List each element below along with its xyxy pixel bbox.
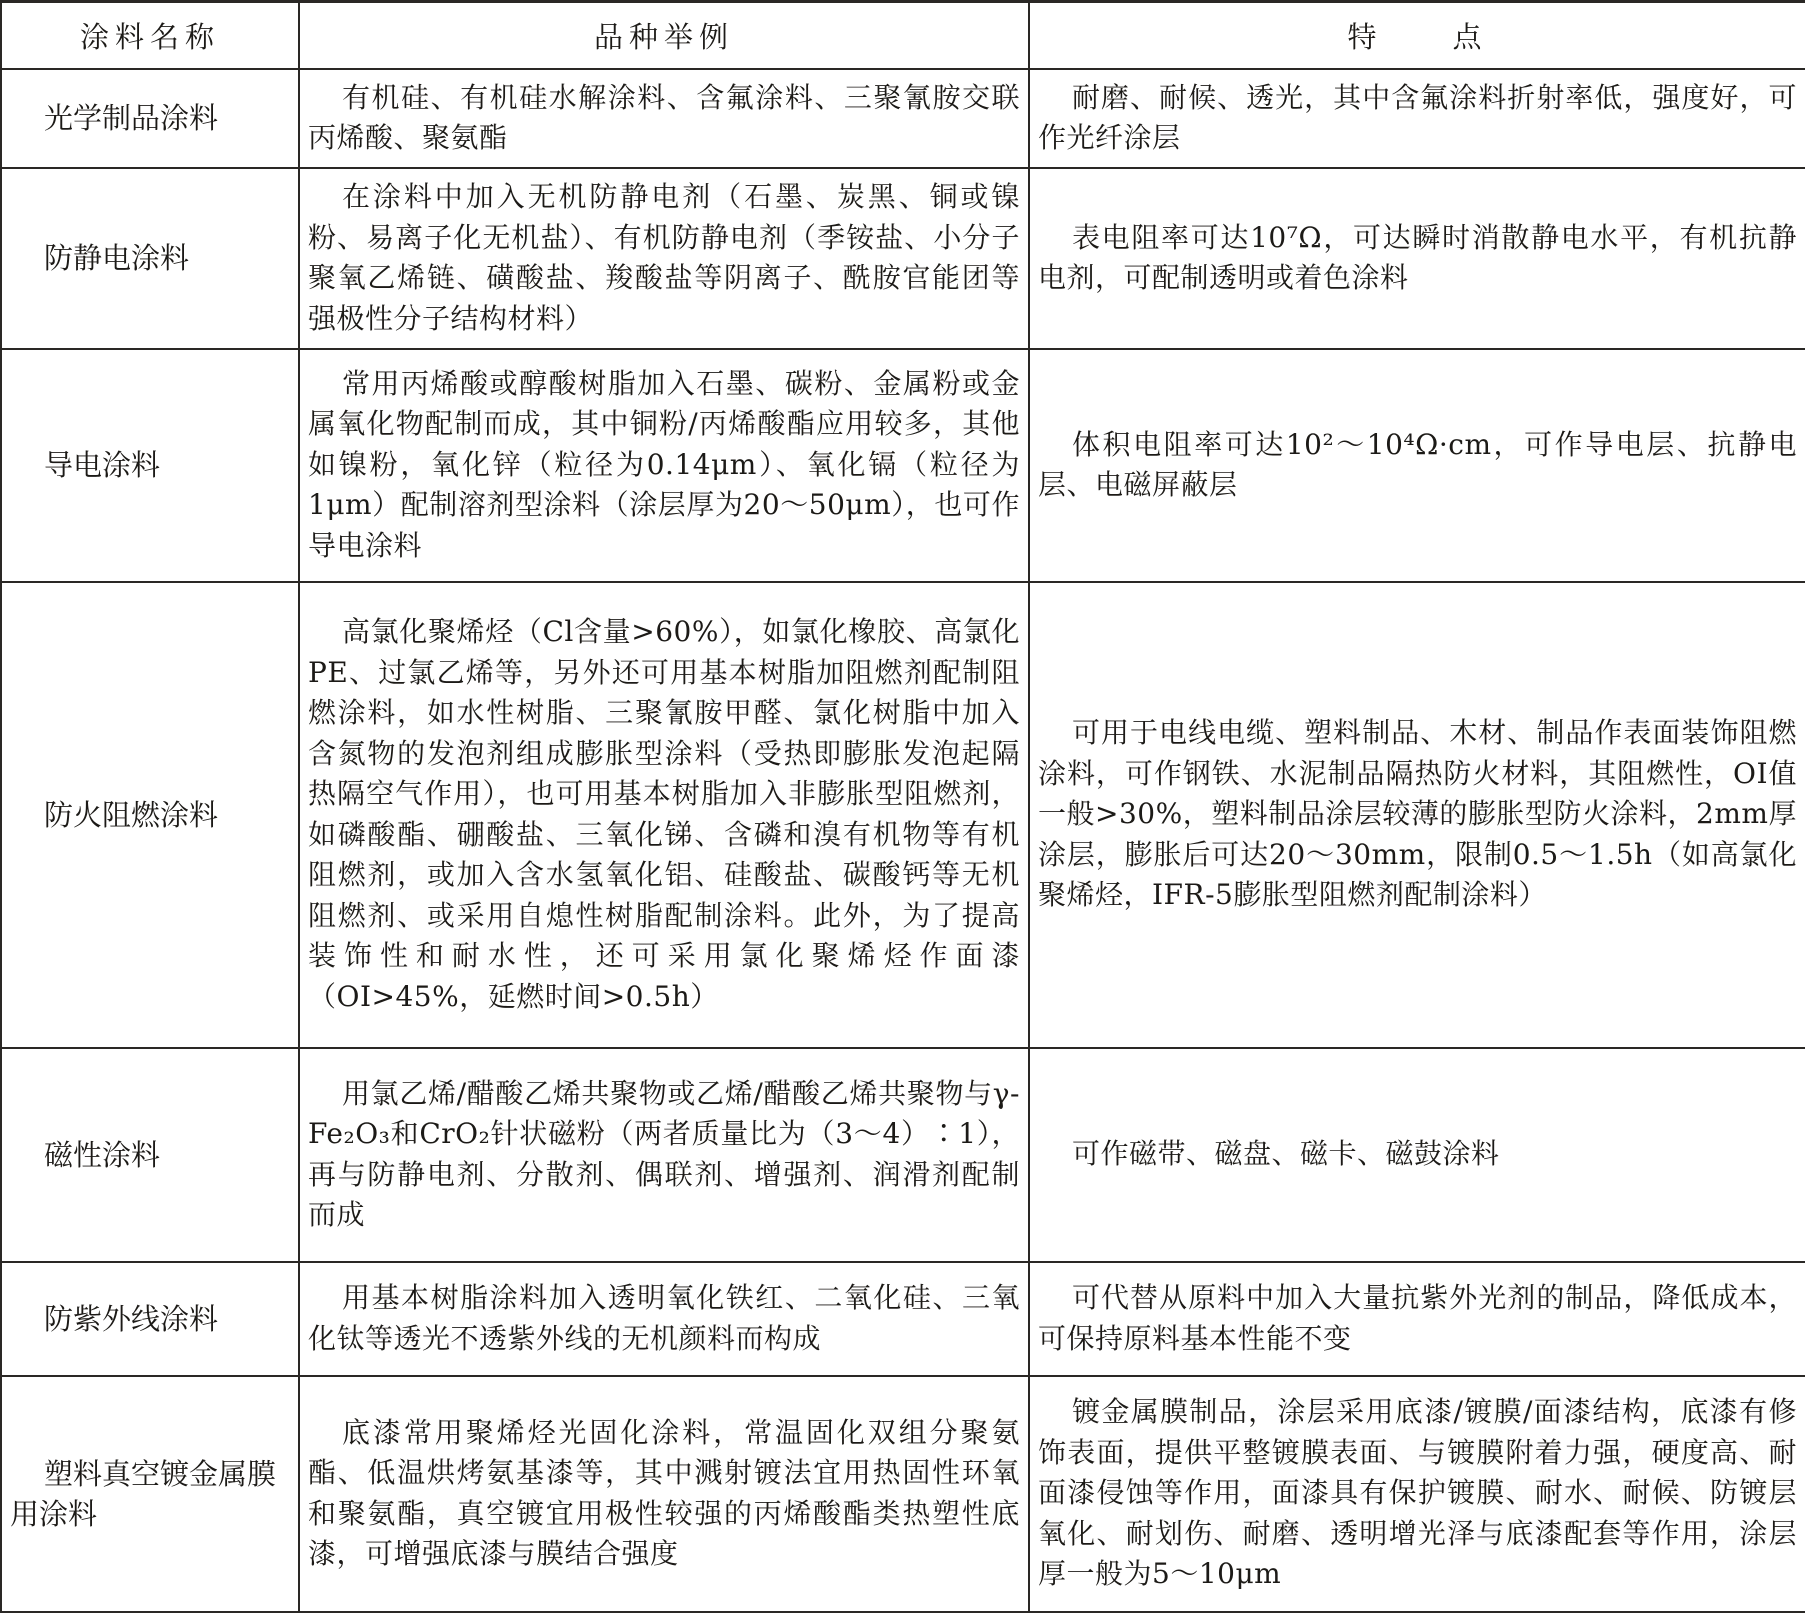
features-cell: 可用于电线电缆、塑料制品、木材、制品作表面装饰阻燃涂料，可作钢铁、水泥制品隔热防火材料，其阻燃性，OI值一般>30%，塑料制品涂层较薄的膨胀型防火涂料，2mm厚涂层，膨胀后可达20～30mm，限制0.5～1.5h（如高氯化聚烯烃，IFR-5膨胀型阻燃剂配制涂料） (1029, 582, 1805, 1048)
table-row (1, 1376, 1805, 1612)
table-row (1, 349, 1805, 582)
table-row (1, 168, 1805, 349)
examples-cell: 用基本树脂涂料加入透明氧化铁红、二氧化硅、三氧化钛等透光不透紫外线的无机颜料而构成 (299, 1262, 1029, 1376)
coating-name-cell: 光学制品涂料 (1, 69, 299, 168)
features-cell: 镀金属膜制品，涂层采用底漆/镀膜/面漆结构，底漆有修饰表面，提供平整镀膜表面、与镀膜附着力强，硬度高、耐面漆侵蚀等作用，面漆具有保护镀膜、耐水、耐候、防镀层氧化、耐划伤、耐磨、透明增光泽与底漆配套等作用，涂层厚一般为5～10μm (1029, 1376, 1805, 1612)
examples-cell: 常用丙烯酸或醇酸树脂加入石墨、碳粉、金属粉或金属氧化物配制而成，其中铜粉/丙烯酸酯应用较多，其他如镍粉，氧化锌（粒径为0.14μm）、氧化镉（粒径为1μm）配制溶剂型涂料（涂层厚为20～50μm），也可作导电涂料 (299, 349, 1029, 582)
examples-cell: 底漆常用聚烯烃光固化涂料，常温固化双组分聚氨酯、低温烘烤氨基漆等，其中溅射镀法宜用热固性环氧和聚氨酯，真空镀宜用极性较强的丙烯酸酯类热塑性底漆，可增强底漆与膜结合强度 (299, 1376, 1029, 1612)
coating-name-cell: 磁性涂料 (1, 1048, 299, 1262)
coating-name-cell: 防紫外线涂料 (1, 1262, 299, 1376)
features-cell: 体积电阻率可达10²～10⁴Ω·cm，可作导电层、抗静电层、电磁屏蔽层 (1029, 349, 1805, 582)
coating-name-cell: 防火阻燃涂料 (1, 582, 299, 1048)
table-header-row (1, 2, 1805, 69)
table-row (1, 69, 1805, 168)
header-examples: 品种举例 (299, 2, 1029, 69)
header-coating-name: 涂料名称 (1, 2, 299, 69)
features-cell: 表电阻率可达10⁷Ω，可达瞬时消散静电水平，有机抗静电剂，可配制透明或着色涂料 (1029, 168, 1805, 349)
table-row (1, 582, 1805, 1048)
features-cell: 可作磁带、磁盘、磁卡、磁鼓涂料 (1029, 1048, 1805, 1262)
header-features: 特 点 (1029, 2, 1805, 69)
coating-name-cell: 导电涂料 (1, 349, 299, 582)
examples-cell: 有机硅、有机硅水解涂料、含氟涂料、三聚氰胺交联丙烯酸、聚氨酯 (299, 69, 1029, 168)
table-row (1, 1262, 1805, 1376)
examples-cell: 用氯乙烯/醋酸乙烯共聚物或乙烯/醋酸乙烯共聚物与γ-Fe₂O₃和CrO₂针状磁粉（两者质量比为（3～4）∶1），再与防静电剂、分散剂、偶联剂、增强剂、润滑剂配制而成 (299, 1048, 1029, 1262)
examples-cell: 高氯化聚烯烃（Cl含量>60%），如氯化橡胶、高氯化PE、过氯乙烯等，另外还可用基本树脂加阻燃剂配制阻燃涂料，如水性树脂、三聚氰胺甲醛、氯化树脂中加入含氮物的发泡剂组成膨胀型涂料（受热即膨胀发泡起隔热隔空气作用），也可用基本树脂加入非膨胀型阻燃剂，如磷酸酯、硼酸盐、三氧化锑、含磷和溴有机物等有机阻燃剂，或加入含水氢氧化铝、硅酸盐、碳酸钙等无机阻燃剂、或采用自熄性树脂配制涂料。此外，为了提高装饰性和耐水性，还可采用氯化聚烯烃作面漆（OI>45%，延燃时间>0.5h） (299, 582, 1029, 1048)
coating-name-cell: 塑料真空镀金属膜用涂料 (1, 1376, 299, 1612)
features-cell: 耐磨、耐候、透光，其中含氟涂料折射率低，强度好，可作光纤涂层 (1029, 69, 1805, 168)
features-cell: 可代替从原料中加入大量抗紫外光剂的制品，降低成本，可保持原料基本性能不变 (1029, 1262, 1805, 1376)
coating-name-cell: 防静电涂料 (1, 168, 299, 349)
examples-cell: 在涂料中加入无机防静电剂（石墨、炭黑、铜或镍粉、易离子化无机盐）、有机防静电剂（季铵盐、小分子聚氧乙烯链、磺酸盐、羧酸盐等阴离子、酰胺官能团等强极性分子结构材料） (299, 168, 1029, 349)
table-row (1, 1048, 1805, 1262)
